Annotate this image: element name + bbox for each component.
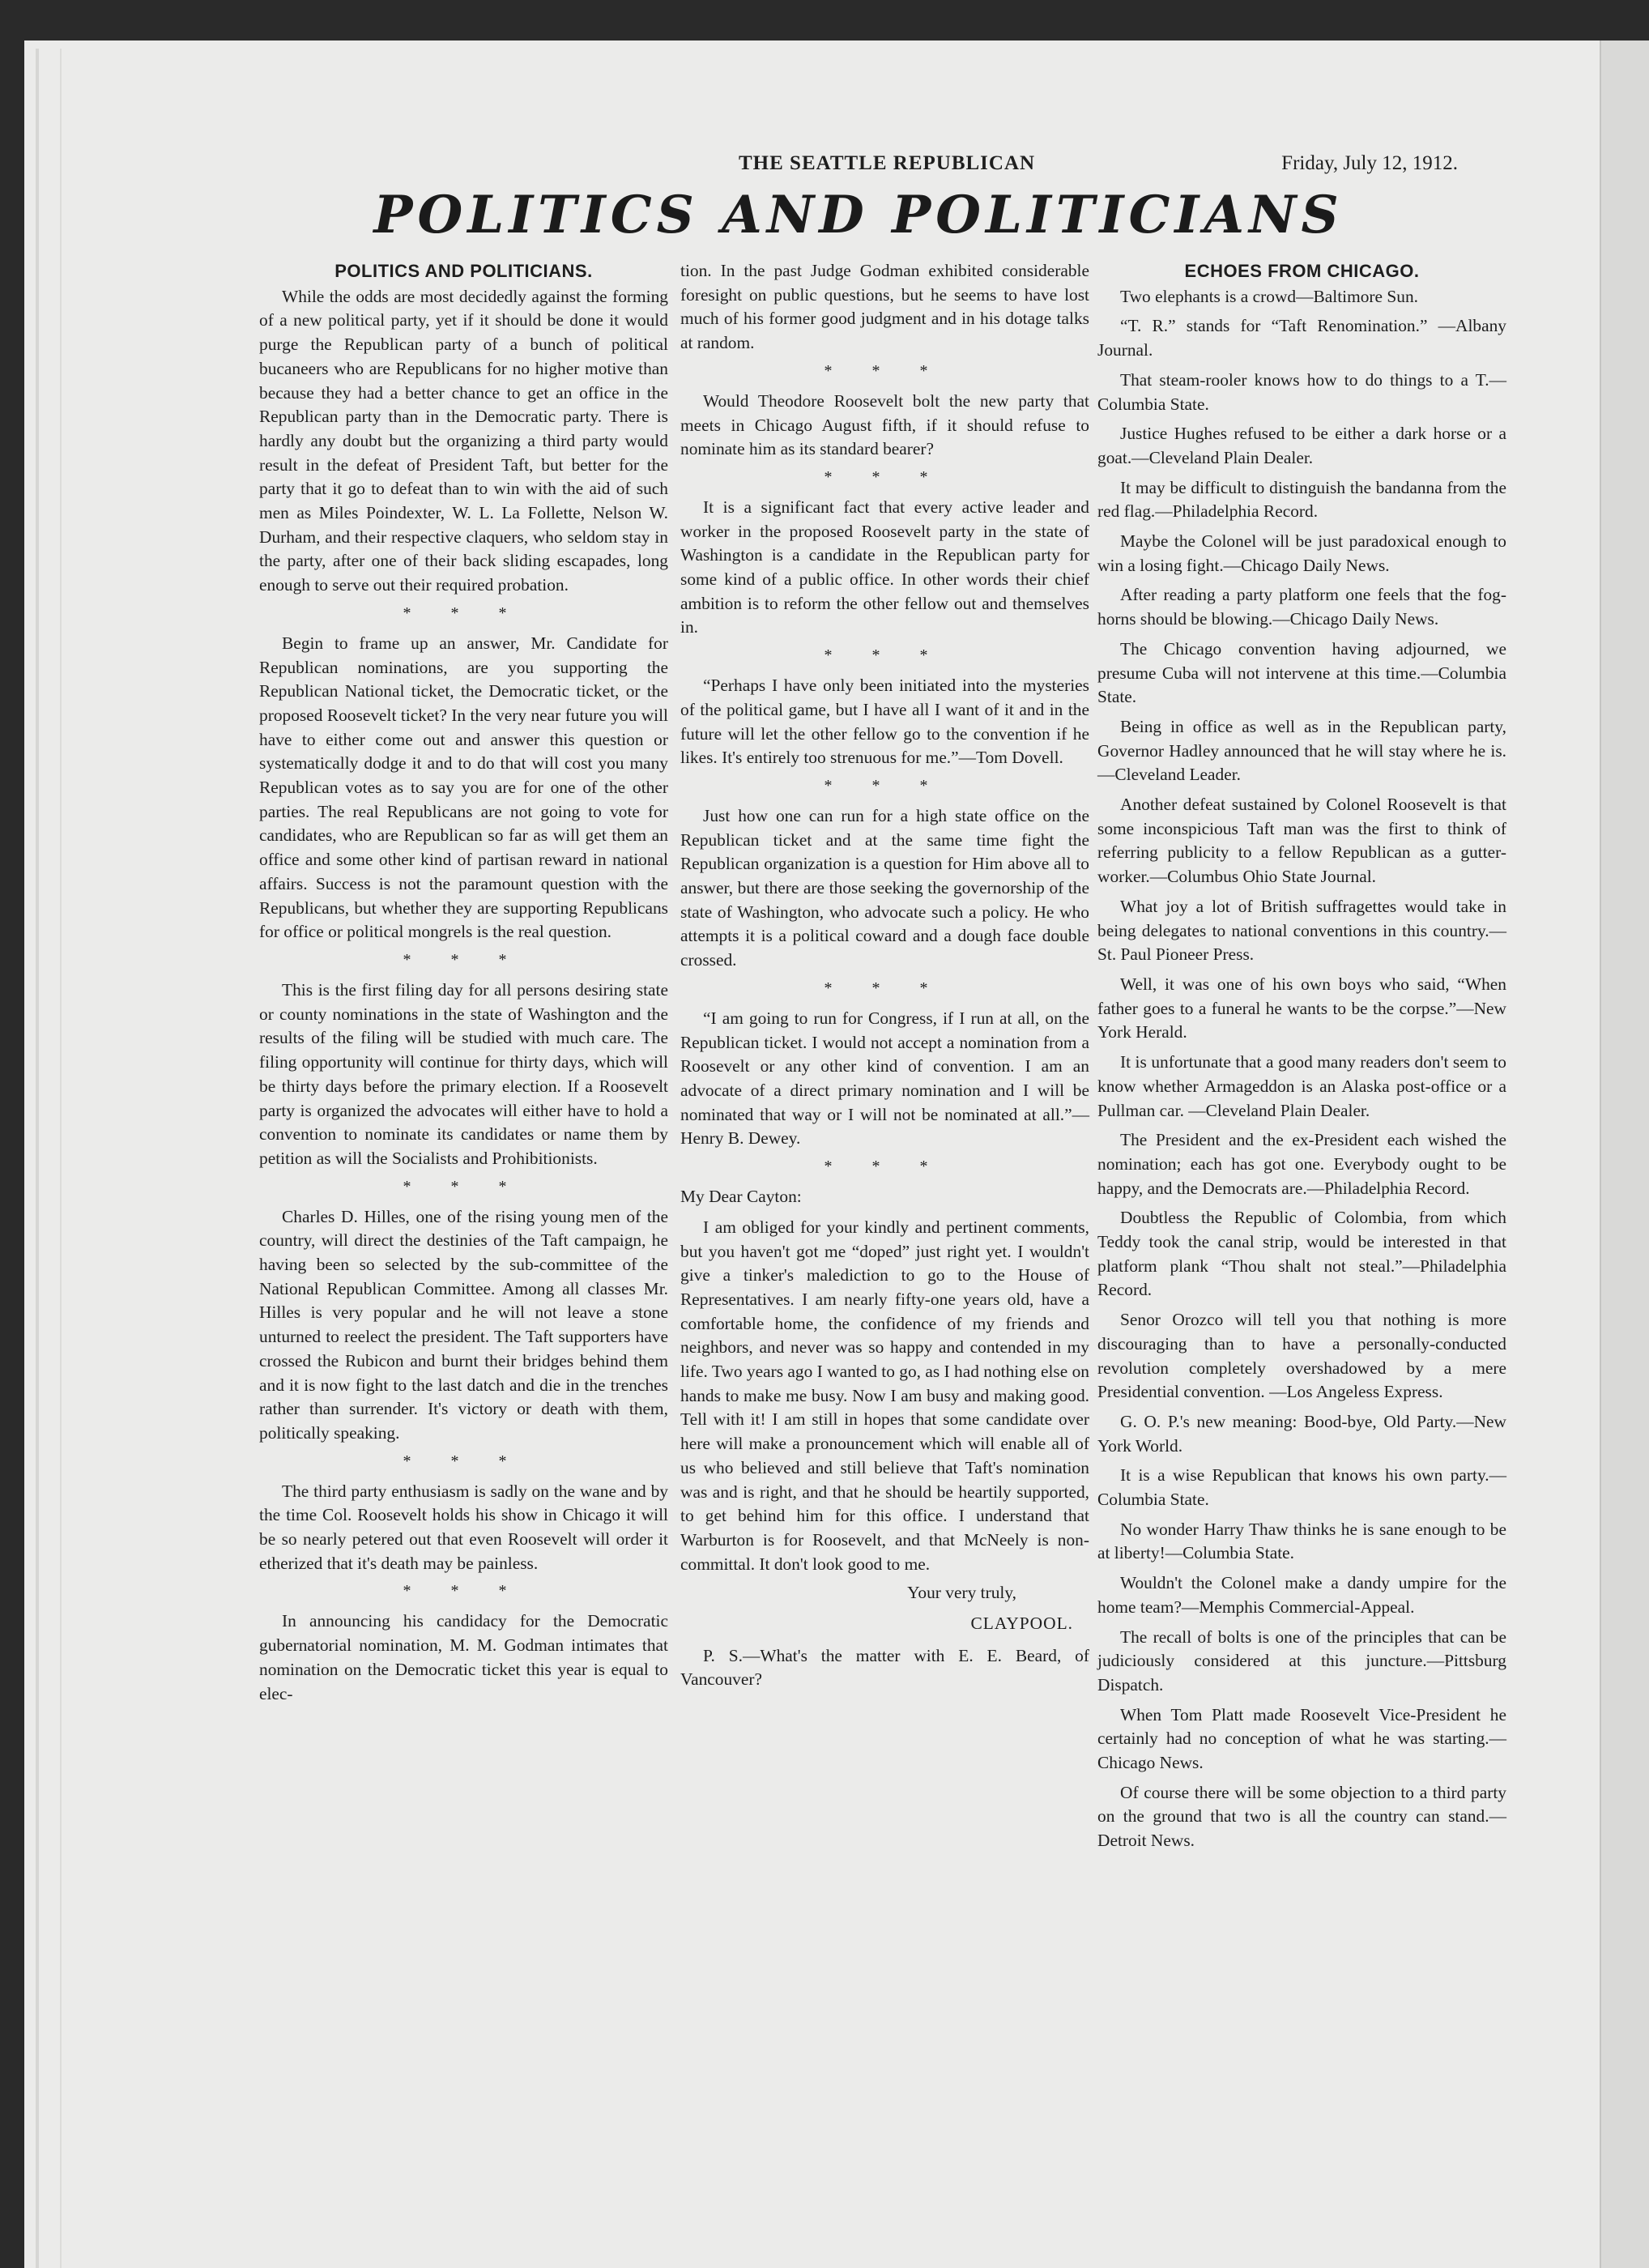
separator-stars: * * * [824,776,946,795]
letter-signature: CLAYPOOL. [970,1614,1073,1634]
separator-stars: * * * [403,1177,525,1196]
article-paragraph: “I am going to run for Congress, if I run at all, on the Republican ticket. I would not accept a nomination from a Roosevelt or any other kind of convention. I am an advocate of a direct primary nomination and I will be nominated that way or I will not be nominated at all.”—Henry B. Dewey. [680,1008,1089,1149]
separator-stars: * * * [824,361,946,380]
article-paragraph: Charles D. Hilles, one of the rising young men of the country, will direct the destinies of the Taft campaign, he having been so selected by the sub-committee of the National Republican Committee. Among all classes Mr. Hilles is very popular and he will not leave a stone unturned to reelect the president. The Taft supporters have crossed the Rubicon and burnt their bridges behind them and it is now fight to the last datch and die in the trenches rather than surrender. It's victory or death with them, politically speaking. [259,1206,668,1443]
letter-body: I am obliged for your kindly and pertinent comments, but you haven't got me “doped” just right yet. I wouldn't give a tinker's malediction to go to the House of Representatives. I am nearly fifty-one years old, have a comfortable home, the confidence of my friends and neighbors, and never was so happy and contended in my life. Two years ago I wanted to go, as I had nothing else on hands to make me busy. Now I am busy and making good. Tell with it! I am still in hopes that some candidate over here will make a pronouncement which will enable all of us who believed and still believe that Taft's nomination was and is right, and that he should be heartily supported, to get behind him for this office. I understand that Warburton is for Roosevelt, and that McNeely is non-committal. It don't look good to me. [680,1217,1089,1574]
article-paragraph: Begin to frame up an answer, Mr. Candidate for Republican nominations, are you supporting the Republican National ticket, the Democratic ticket, or the proposed Roosevelt ticket? In the very near future you will have to either come out and answer this question or systematically dodge it and to do that will cost you many Republican votes as to say you are for one of the other parties. The real Republicans are not going to vote for candidates, who are Republican so far as will get them an office and some other kind of partisan reward in national affairs. Success is not the paramount question with the Republicans, but whether they are supporting Republicans for office or political mongrels is the real question. [259,633,668,942]
quote-item: It is unfortunate that a good many readers don't seem to know whether Armageddon is an Alaska post-office or a Pullman car. —Cleveland Plain Dealer. [1097,1052,1506,1120]
article-paragraph: Just how one can run for a high state office on the Republican ticket and at the same time fight the Republican organization is a question for Him above all to answer, but there are those seeking the governorship of the state of Washington, who advocate such a policy. He who attempts it is a political coward and a dough face double crossed. [680,805,1089,970]
column-heading: ECHOES FROM CHICAGO. [1184,261,1420,281]
column-1 [259,259,668,1706]
quote-item: Maybe the Colonel will be just paradoxical enough to win a losing fight.—Chicago Daily News. [1097,531,1506,575]
separator-stars: * * * [403,1452,525,1470]
column-heading: POLITICS AND POLITICIANS. [334,261,593,281]
letter-postscript: P. S.—What's the matter with E. E. Beard, of Vancouver? [680,1645,1089,1690]
quote-item: Of course there will be some objection to a third party on the ground that two is all the country can stand.—Detroit News. [1097,1782,1506,1851]
page-fold-line [36,49,39,2268]
quote-item: That steam-rooler knows how to do things to a T.—Columbia State. [1097,369,1506,414]
article-paragraph: Would Theodore Roosevelt bolt the new party that meets in Chicago August fifth, if it should refuse to nominate him as its standard bearer? [680,390,1089,459]
quote-item: It is a wise Republican that knows his own party.—Columbia State. [1097,1465,1506,1510]
quote-item: Doubtless the Republic of Colombia, from which Teddy took the canal strip, would be interested in that platform plank “Thou shalt not steal.”—Philadelphia Record. [1097,1208,1506,1300]
quote-item: What joy a lot of British suffragettes would take in being delegates to national conventions in this country.—St. Paul Pioneer Press. [1097,896,1506,965]
quote-item: After reading a party platform one feels that the fog-horns should be blowing.—Chicago Daily News. [1097,585,1506,629]
letter-salutation: My Dear Cayton: [680,1187,802,1207]
quote-item: The recall of bolts is one of the principles that can be judiciously considered at this juncture.—Pittsburg Dispatch. [1097,1626,1506,1695]
issue-date: Friday, July 12, 1912. [1281,152,1458,174]
article-paragraph: This is the first filing day for all persons desiring state or county nominations in the state of Washington and the results of the filing will be studied with much care. The filing opportunity will continue for thirty days, which will be thirty days before the primary election. If a Roosevelt party is organized the advocates will either have to hold a convention to nominate its candidates or name them by petition as will the Socialists and Prohibitionists. [259,979,668,1168]
quote-item: When Tom Platt made Roosevelt Vice-President he certainly had no conception of what he was starting.—Chicago News. [1097,1704,1506,1773]
page-title: POLITICS AND POLITICIANS [373,185,1344,245]
quote-item: “T. R.” stands for “Taft Renomination.” —Albany Journal. [1097,316,1506,360]
article-paragraph: It is a significant fact that every active leader and worker in the proposed Roosevelt party in the state of Washington is a candidate in the Republican party for some kind of a public office. In other words their chief ambition is to reform the other fellow out and themselves in. [680,497,1089,637]
quote-item: Another defeat sustained by Colonel Roosevelt is that some inconspicious Taft man was the first to think of referring publicity to a fellow Republican as a gutter-worker.—Columbus Ohio State Journal. [1097,795,1506,887]
separator-stars: * * * [824,1157,946,1176]
paper-name: THE SEATTLE REPUBLICAN [739,152,1036,174]
quote-item: Wouldn't the Colonel make a dandy umpire for the home team?—Memphis Commercial-Appeal. [1097,1573,1506,1617]
article-paragraph: “Perhaps I have only been initiated into the mysteries of the political game, but I have all I want of it and in the future will let the other fellow go to the convention if he likes. It's entirely too strenuous for me.”—Tom Dovell. [680,676,1089,768]
quote-item: The Chicago convention having adjourned, we presume Cuba will not intervene at this time.—Columbia State. [1097,638,1506,707]
quote-item: Well, it was one of his own boys who said, “When father goes to a funeral he wants to be the corpse.”—New York Herald. [1097,974,1506,1042]
letter-signoff: Your very truly, [907,1583,1016,1603]
separator-stars: * * * [824,467,946,486]
column-3 [1097,259,1506,1859]
article-paragraph: The third party enthusiasm is sadly on the wane and by the time Col. Roosevelt holds his show in Chicago it will be so nearly petered out that even Roosevelt will order it etherized that it's death may be painless. [259,1481,668,1573]
quote-item: Two elephants is a crowd—Baltimore Sun. [1120,286,1419,306]
quote-item: G. O. P.'s new meaning: Bood-bye, Old Party.—New York World. [1097,1411,1506,1456]
page-fold-line-2 [60,49,62,2268]
article-paragraph: While the odds are most decidedly against the forming of a new political party, yet if it should be done it would purge the Republican party of a bunch of political bucaneers who are Republicans for no higher motive than because they had a better chance to get an office in the Republican party than in the Democratic party. There is hardly any doubt but the organizing a third party would result in the defeat of President Taft, but better for the party that it go to defeat than to win with the aid of such men as Miles Poindexter, W. L. La Follette, Nelson W. Durham, and their respective claquers, who seldom stay in the party, after one of their back sliding escapades, long enough to serve out their required probation. [259,286,668,595]
quote-item: Being in office as well as in the Republican party, Governor Hadley announced that he will stay where he is.—Cleveland Leader. [1097,716,1506,785]
column-2 [680,259,1089,1692]
separator-stars: * * * [824,978,946,997]
article-paragraph: tion. In the past Judge Godman exhibited considerable foresight on public questions, but he seems to have lost much of his former good judgment and in his dotage talks at random. [680,261,1089,353]
separator-stars: * * * [403,950,525,969]
quote-item: It may be difficult to distinguish the bandanna from the red flag.—Philadelphia Record. [1097,477,1506,522]
separator-stars: * * * [403,1582,525,1601]
article-paragraph: In announcing his candidacy for the Democratic gubernatorial nomination, M. M. Godman intimates that nomination on the Democratic ticket this year is equal to elec- [259,1611,668,1703]
separator-stars: * * * [824,646,946,665]
next-page-edge [1600,40,1649,2268]
quote-item: Justice Hughes refused to be either a dark horse or a goat.—Cleveland Plain Dealer. [1097,424,1506,467]
quote-item: Senor Orozco will tell you that nothing is more discouraging than to have a personally-conducted revolution completely overshadowed by a mere Presidential convention. —Los Angeless Express. [1097,1310,1506,1402]
separator-stars: * * * [403,603,525,622]
quote-item: No wonder Harry Thaw thinks he is sane enough to be at liberty!—Columbia State. [1097,1519,1506,1563]
quote-item: The President and the ex-President each wished the nomination; each has got one. Everybody ought to be happy, and the Democrats are.—Philadelphia Record. [1097,1130,1506,1198]
masthead [259,152,1458,185]
